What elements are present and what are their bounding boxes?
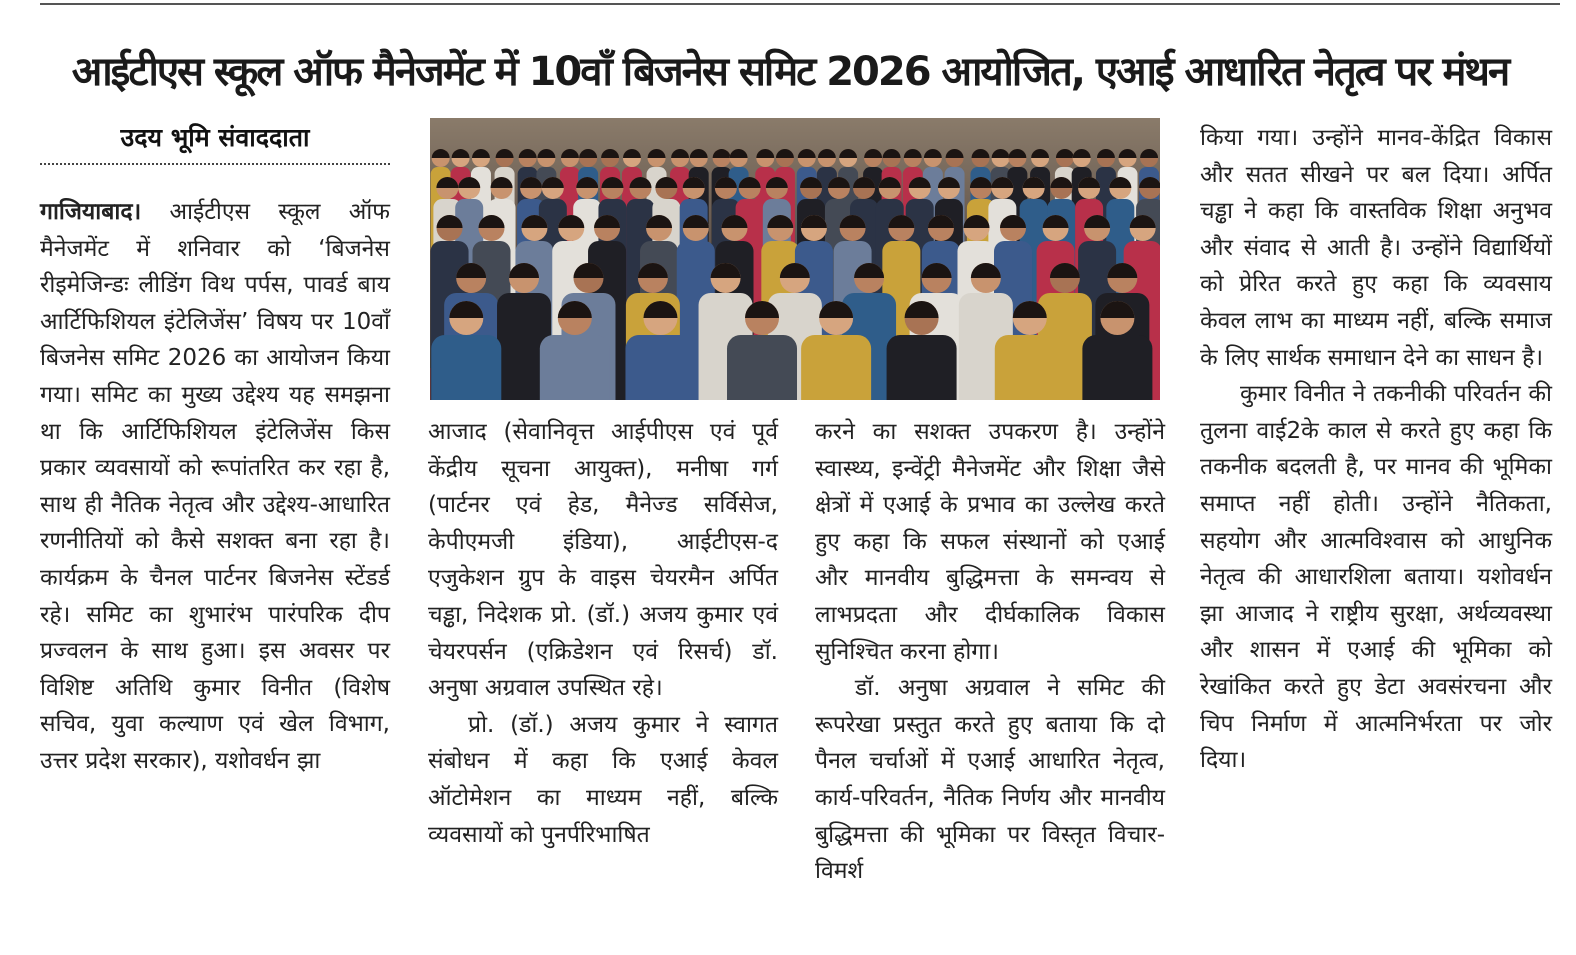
person-silhouette: [625, 335, 695, 400]
byline: उदय भूमि संवाददाता: [120, 123, 310, 152]
article-column-3: [815, 414, 1165, 890]
paragraph: कुमार विनीत ने तकनीकी परिवर्तन की तुलना वाई2के काल से करते हुए कहा कि तकनीक बदलती है, पर मानव की भूमिका समाप्त नहीं होती। उन्होंने नैतिकता, सहयोग और आत्मविश्वास को आधुनिक नेतृत्व की आधारशिला बताया। यशोवर्धन झा आजाद ने राष्ट्रीय सुरक्षा, अर्थव्यवस्था और शासन में एआई की भूमिका को रेखांकित करते हुए डेटा अवसंरचना और चिप निर्माण में आत्मनिर्भरता पर जोर दिया।: [1200, 381, 1552, 774]
person-silhouette: [727, 335, 797, 400]
person-silhouette: [995, 335, 1065, 400]
group-photo-icon: [430, 118, 1160, 400]
article-column-2: [428, 414, 778, 853]
byline-divider: [40, 163, 390, 165]
paragraph: डॉ. अनुषा अग्रवाल ने समिट की रूपरेखा प्रस्तुत करते हुए बताया कि दो पैनल चर्चाओं में एआई आधारित नेतृत्व, कार्य-परिवर्तन, नैतिक निर्णय और मानवीय बुद्धिमत्ता की भूमिका पर विस्तृत विचार-विमर्श: [815, 675, 1165, 885]
top-rule: [40, 3, 1560, 5]
article-column-4: [1200, 120, 1552, 779]
article-column-1: [40, 194, 390, 780]
person-silhouette: [431, 335, 501, 400]
paragraph: करने का सशक्त उपकरण है। उन्होंने स्वास्थ्य, इन्वेंट्री मैनेजमेंट और शिक्षा जैसे क्षेत्रों में एआई के प्रभाव का उल्लेख करते हुए कहा कि सफल संस्थानों को एआई और मानवीय बुद्धिमत्ता के समन्वय से लाभप्रदता और दीर्घकालिक विकास सुनिश्चित करना होगा।: [815, 419, 1165, 665]
column-1-text: आईटीएस स्कूल ऑफ मैनेजमेंट में शनिवार को ‘बिजनेस रीइमेजिन्डः लीडिंग विथ पर्पस, पावर्ड बाय आर्टिफिशियल इंटेलिजेंस’ विषय पर 10वाँ बिजनेस समिट 2026 का आयोजन किया गया। समिट का मुख्य उद्देश्य यह समझना था कि आर्टिफिशियल इंटेलिजेंस किस प्रकार व्यवसायों को रूपांतरित कर रहा है, साथ ही नैतिक नेतृत्व और उद्देश्य-आधारित रणनीतियों को कैसे सशक्त बना रहा है। कार्यक्रम के चैनल पार्टनर बिजनेस स्टेंडर्ड रहे। समिट का शुभारंभ पारंपरिक दीप प्रज्वलन के साथ हुआ। इस अवसर पर विशिष्ट अतिथि कुमार विनीत (विशेष सचिव, युवा कल्याण एवं खेल विभाग, उत्तर प्रदेश सरकार), यशोवर्धन झा: [40, 199, 390, 774]
paragraph: आजाद (सेवानिवृत्त आईपीएस एवं पूर्व केंद्रीय सूचना आयुक्त), मनीषा गर्ग (पार्टनर एवं हेड, मैनेज्ड सर्विसेज, केपीएमजी इंडिया), आईटीएस-द एजुकेशन ग्रुप के वाइस चेयरमैन अर्पित चड्ढा, निदेशक प्रो. (डॉ.) अजय कुमार एवं चेयरपर्सन (एक्रिडेशन एवं रिसर्च) डॉ. अनुषा अग्रवाल उपस्थित रहे।: [428, 419, 778, 702]
person-silhouette: [801, 335, 871, 400]
dateline: गाजियाबाद।: [40, 199, 142, 225]
paragraph: किया गया। उन्होंने मानव-केंद्रित विकास और सतत सीखने पर बल दिया। अर्पित चड्ढा ने कहा कि वास्तविक शिक्षा अनुभव और संवाद से आती है। उन्होंने विद्यार्थियों को प्रेरित करते हुए कहा कि व्यवसाय केवल लाभ का माध्यम नहीं, बल्कि समाज के लिए सार्थक समाधान देने का साधन है।: [1200, 125, 1552, 371]
person-silhouette: [887, 335, 957, 400]
headline: आईटीएस स्कूल ऑफ मैनेजमेंट में 10वाँ बिजनेस समिट 2026 आयोजित, एआई आधारित नेतृत्व पर मंथन: [71, 49, 1509, 95]
person-silhouette: [540, 335, 610, 400]
person-silhouette: [1082, 335, 1152, 400]
group-photo: [430, 118, 1160, 400]
paragraph: प्रो. (डॉ.) अजय कुमार ने स्वागत संबोधन में कहा कि एआई केवल ऑटोमेशन का माध्यम नहीं, बल्कि व्यवसायों को पुनर्परिभाषित: [428, 711, 778, 848]
